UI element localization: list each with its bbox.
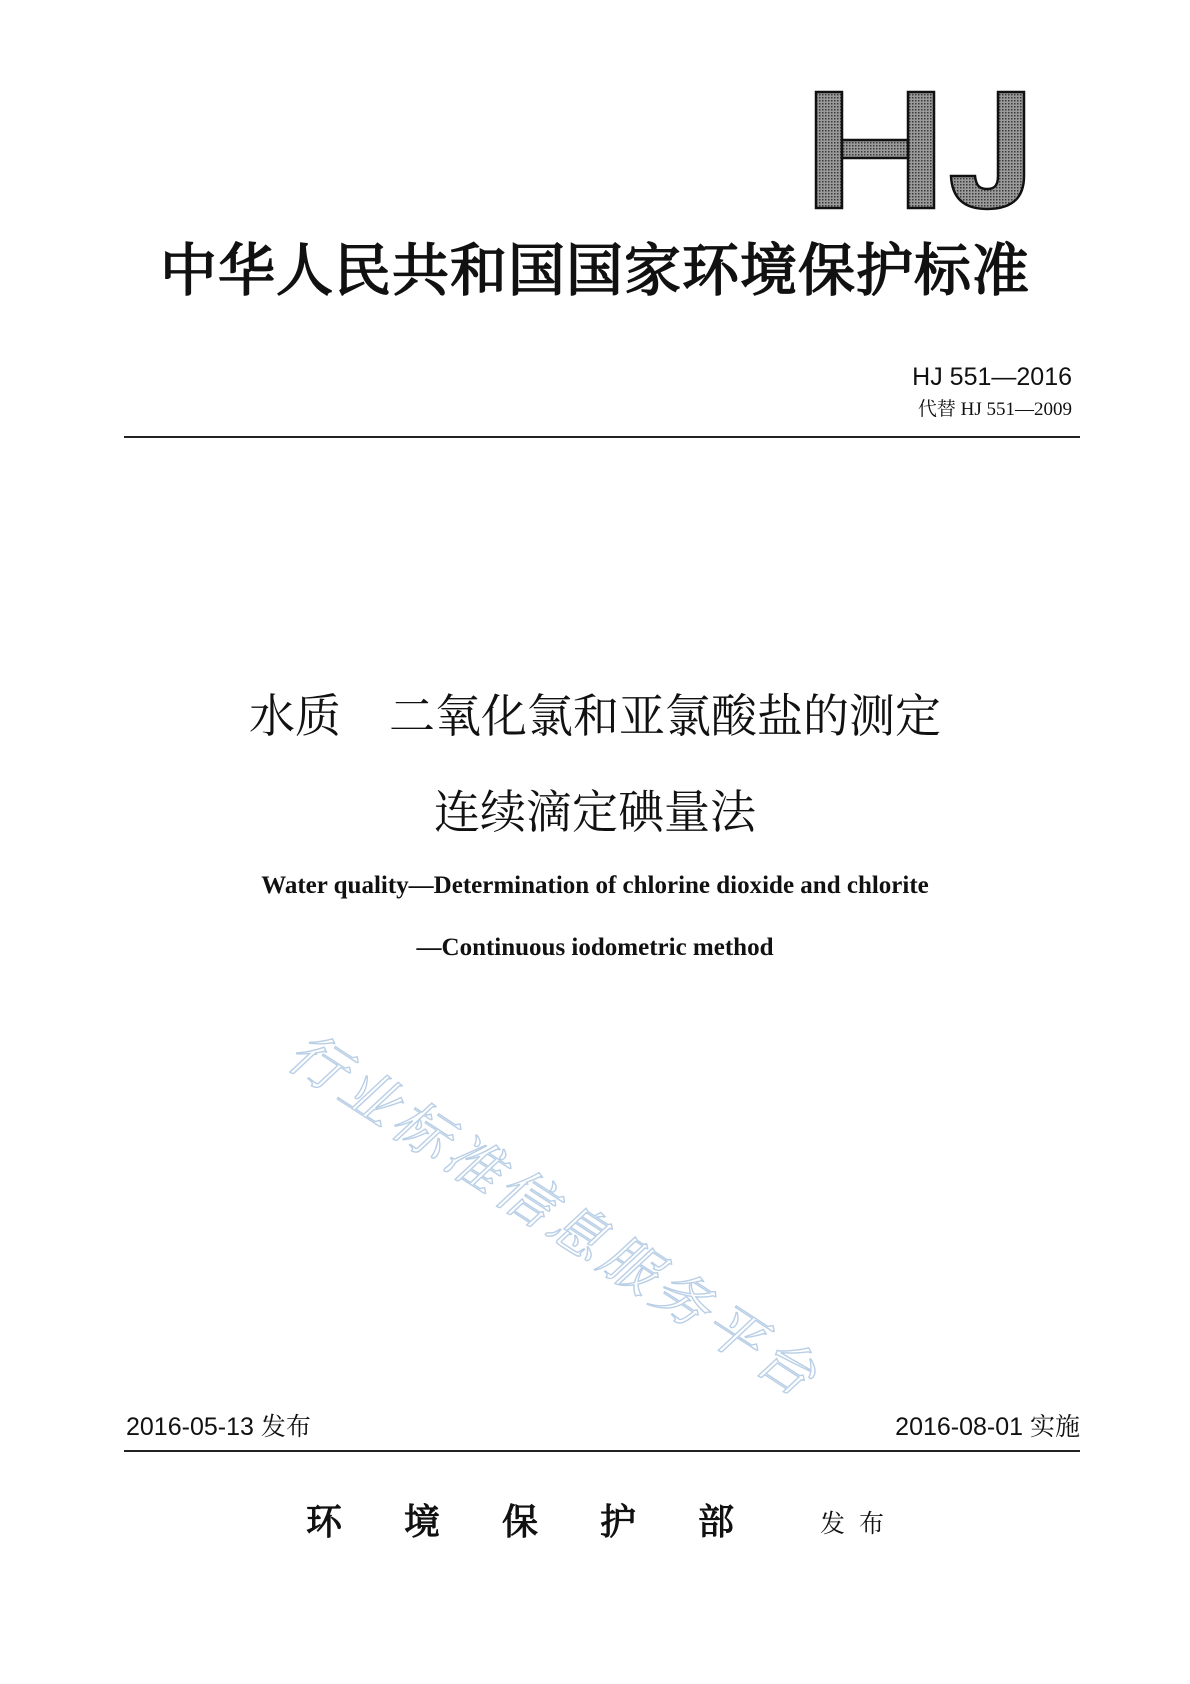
zh-title-prefix: 水质 (249, 689, 341, 743)
replaces-standard: 代替 HJ 551—2009 (917, 399, 1072, 420)
standard-number: HJ 551—2016 (912, 363, 1072, 391)
main-title: 中华人民共和国国家环境保护标准 (160, 238, 1030, 304)
en-title-line-2: —Continuous iodometric method (416, 934, 774, 961)
hj-logo (810, 88, 1050, 213)
zh-title-main: 二氧化氯和亚氯酸盐的测定 (389, 689, 941, 743)
publisher-name: 环境保护部 (306, 1501, 797, 1543)
zh-title-line-1 (0, 686, 1190, 746)
en-title-line-1: Water quality—Determination of chlorine dioxide and chlorite (261, 872, 929, 899)
zh-title-line-2: 连续滴定碘量法 (434, 785, 756, 839)
bottom-divider (124, 1450, 1080, 1452)
publisher-suffix: 发布 (820, 1509, 899, 1538)
top-divider (124, 436, 1080, 438)
hj-logo-text: HJ (810, 88, 812, 89)
watermark: 行业标准信息服务平台 (276, 1020, 832, 1413)
issue-date: 2016-05-13 发布 (126, 1413, 311, 1441)
implementation-date: 2016-08-01 实施 (895, 1413, 1080, 1441)
